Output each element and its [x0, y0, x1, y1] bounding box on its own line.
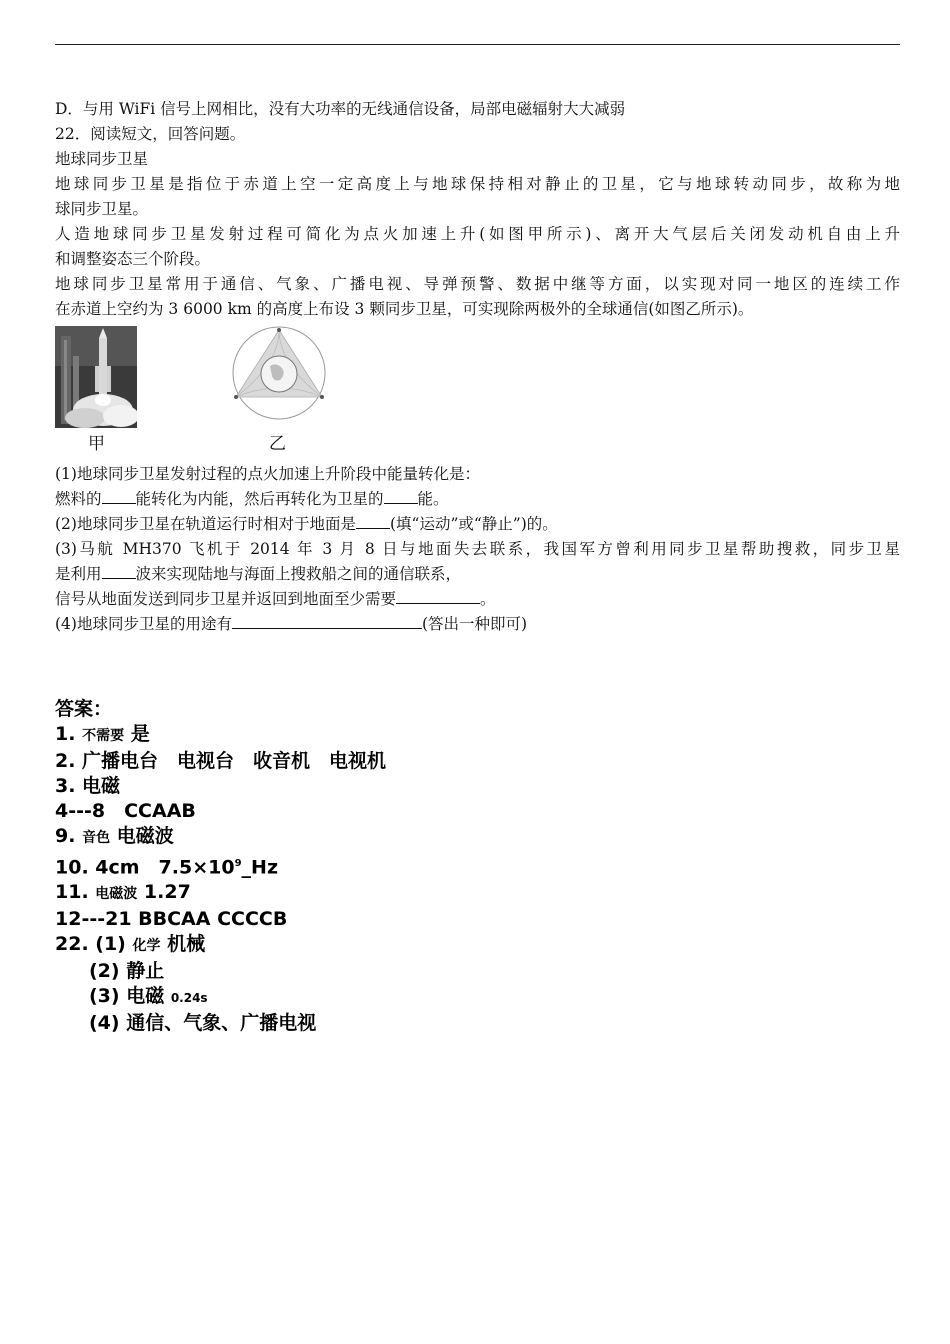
answer-small-text: 电磁波	[95, 886, 138, 903]
answer-number: 1.	[55, 723, 76, 745]
answer-text: 10. 4cm 7.5×10	[55, 856, 235, 879]
figure-jia-caption: 甲	[88, 434, 105, 454]
q1-text-c: 能。	[417, 490, 449, 508]
question-1-line-1: (1)地球同步卫星发射过程的点火加速上升阶段中能量转化是：	[55, 465, 480, 483]
answer-small-text: 不需要	[82, 728, 125, 744]
answer-blank	[102, 487, 136, 504]
q3-text-d: 。	[480, 590, 496, 608]
answer-blank	[384, 487, 418, 504]
article-title: 地球同步卫星	[55, 150, 149, 168]
answer-small-text: 0.24s	[170, 991, 208, 1006]
answer-small-text: 音色	[82, 830, 111, 846]
answer-text: 电磁波	[116, 825, 174, 847]
q22-header: 22．阅读短文，回答问题。	[55, 125, 246, 143]
question-1-line-2	[55, 487, 900, 512]
q1-text-a: 燃料的	[55, 490, 102, 508]
satellite-coverage-diagram	[230, 324, 328, 422]
question-2	[55, 512, 900, 537]
answer-small-text: 化学	[132, 938, 161, 955]
rocket-launch-image	[55, 326, 137, 428]
answer-text: _Hz	[241, 856, 279, 879]
answer-9	[55, 824, 386, 851]
answer-blank	[396, 587, 480, 604]
q2-text-b: (填“运动”或“静止”)的。	[389, 515, 558, 533]
answer-2: 2. 广播电台 电视台 收音机 电视机	[55, 750, 387, 772]
question-3-line-3	[55, 587, 900, 612]
answer-key	[55, 697, 386, 1036]
answer-22-2: (2) 静止	[89, 960, 165, 983]
paragraph-2-line-2: 和调整姿态三个阶段。	[55, 250, 211, 268]
figures	[55, 324, 900, 462]
paragraph-3-line-1: 地球同步卫星常用于通信、气象、广播电视、导弹预警、数据中继等方面，以实现对同一地区的连续工作	[55, 275, 900, 293]
answer-22-3	[55, 984, 386, 1011]
answer-22-1	[55, 932, 386, 959]
header-rule	[55, 44, 900, 45]
answer-blank	[232, 612, 422, 629]
answer-10	[55, 851, 386, 880]
answer-22-4: (4) 通信、气象、广播电视	[89, 1012, 317, 1035]
question-4	[55, 612, 900, 637]
answer-number: 11.	[55, 881, 89, 904]
answer-superscript: 9	[234, 858, 242, 869]
question-3-line-2	[55, 562, 900, 587]
q4-text-b: (答出一种即可)	[421, 615, 528, 633]
paragraph-1-line-2: 球同步卫星。	[55, 200, 149, 218]
answer-1	[55, 722, 386, 749]
question-d: D．与用 WiFi 信号上网相比，没有大功率的无线通信设备，局部电磁辐射大大减弱	[55, 100, 626, 118]
q1-text-b: 能转化为内能，然后再转化为卫星的	[135, 490, 384, 508]
q3-text-a: 是利用	[55, 565, 102, 583]
answer-3: 3. 电磁	[55, 775, 121, 797]
question-3-line-1: (3)马航 MH370 飞机于 2014 年 3 月 8 日与地面失去联系，我国军方曾利用同步卫星帮助搜救，同步卫星	[55, 540, 900, 558]
answer-blank	[102, 562, 136, 579]
q3-text-c: 信号从地面发送到同步卫星并返回到地面至少需要	[55, 590, 397, 608]
q2-text-a: (2)地球同步卫星在轨道运行时相对于地面是	[55, 515, 356, 533]
answer-title: 答案：	[55, 698, 113, 720]
q3-text-b: 波来实现陆地与海面上搜救船之间的通信联系，	[135, 565, 462, 583]
answer-blank	[356, 512, 390, 529]
q4-text-a: (4)地球同步卫星的用途有	[55, 615, 232, 633]
paragraph-3-line-2: 在赤道上空约为 3 6000 km 的高度上布设 3 颗同步卫星，可实现除两极外的全球通信(如图乙所示)。	[55, 300, 754, 318]
paragraph-1-line-1: 地球同步卫星是指位于赤道上空一定高度上与地球保持相对静止的卫星，它与地球转动同步，故称为地	[55, 175, 900, 193]
answer-text: 1.27	[143, 881, 191, 904]
figure-yi-caption: 乙	[269, 434, 286, 454]
answer-text: 机械	[167, 933, 206, 956]
answer-12-21: 12---21 BBCAA CCCCB	[55, 908, 288, 931]
answer-number: 22. (1)	[55, 933, 126, 956]
answer-4-8: 4---8 CCAAB	[55, 800, 196, 822]
answer-number: 9.	[55, 825, 76, 847]
paragraph-2-line-1: 人造地球同步卫星发射过程可简化为点火加速上升(如图甲所示)、离开大气层后关闭发动机自由上升	[55, 225, 900, 243]
answer-text: (3) 电磁	[89, 985, 165, 1008]
question-content	[55, 97, 900, 637]
answer-text: 是	[130, 723, 150, 745]
answer-11	[55, 880, 386, 907]
